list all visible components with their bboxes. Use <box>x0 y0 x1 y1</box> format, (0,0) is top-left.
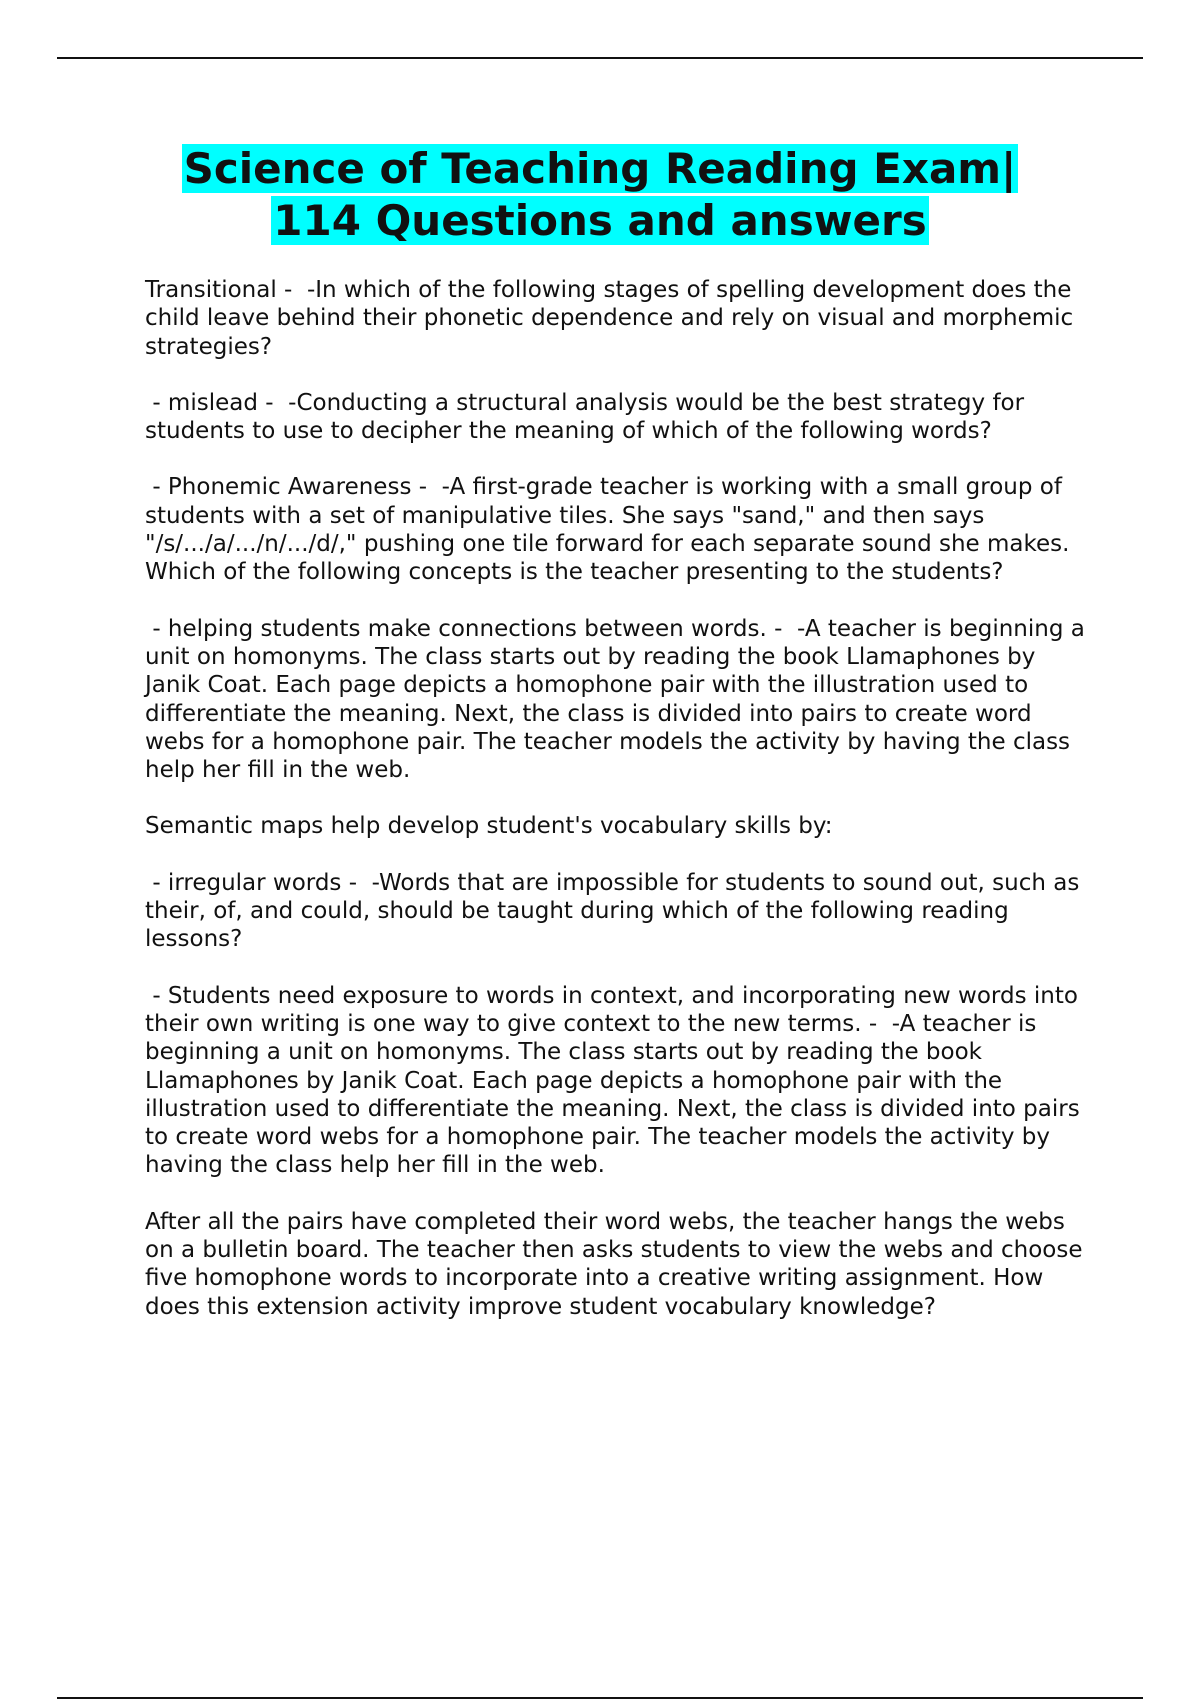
paragraph-phonemic-awareness: - Phonemic Awareness - -A first-grade teacher is working with a small group of students with a set of manipulative tiles. She says "sand," and then says "/s/.../a/.../n/.../d/," pushing one tile forward for each separate sound she makes. Which of the following concepts is the teacher presenting to the students? <box>145 474 1077 586</box>
paragraph-homonyms-connections: - helping students make connections between words. - -A teacher is beginning a unit on homonyms. The class starts out by reading the book Llamaphones by Janik Coat. Each page depicts a homophone pair with the illustration used to differentiate the meaning. Next, the class is divided into pairs to create word webs for a homophone pair. The teacher models the activity by having the class help her fill in the web. <box>145 615 1093 784</box>
paragraph-semantic-maps: Semantic maps help develop student's vocabulary skills by: <box>145 813 833 840</box>
top-rule <box>57 57 1143 59</box>
bottom-rule <box>57 1697 1143 1699</box>
page-title <box>100 143 1100 247</box>
paragraph-words-in-context: - Students need exposure to words in context, and incorporating new words into their own writing is one way to give context to the new terms. - -A teacher is beginning a unit on homonyms. The class starts out by reading the book Llamaphones by Janik Coat. Each page depicts a homophone pair with the illustration used to differentiate the meaning. Next, the class is divided into pairs to create word webs for a homophone pair. The teacher models the activity by having the class help her fill in the web. <box>145 982 1088 1179</box>
paragraph-transitional: Transitional - -In which of the following stages of spelling development does the child leave behind their phonetic dependence and rely on visual and morphemic strategies? <box>145 277 1081 360</box>
title-line-1: Science of Teaching Reading Exam| <box>183 144 1017 193</box>
paragraph-mislead: - mislead - -Conducting a structural analysis would be the best strategy for students to use to decipher the meaning of which of the following words? <box>145 389 1032 445</box>
paragraph-extension-activity: After all the pairs have completed their word webs, the teacher hangs the webs on a bulletin board. The teacher then asks students to view the webs and choose five homophone words to incorporate into a creative writing assignment. How does this extension activity improve student vocabulary knowledge? <box>145 1208 1090 1320</box>
paragraph-irregular-words: - irregular words - -Words that are impossible for students to sound out, such as their, of, and could, should be taught during which of the following reading lessons? <box>145 869 1087 953</box>
title-line-2: 114 Questions and answers <box>273 196 927 245</box>
document-body <box>145 276 1093 1349</box>
